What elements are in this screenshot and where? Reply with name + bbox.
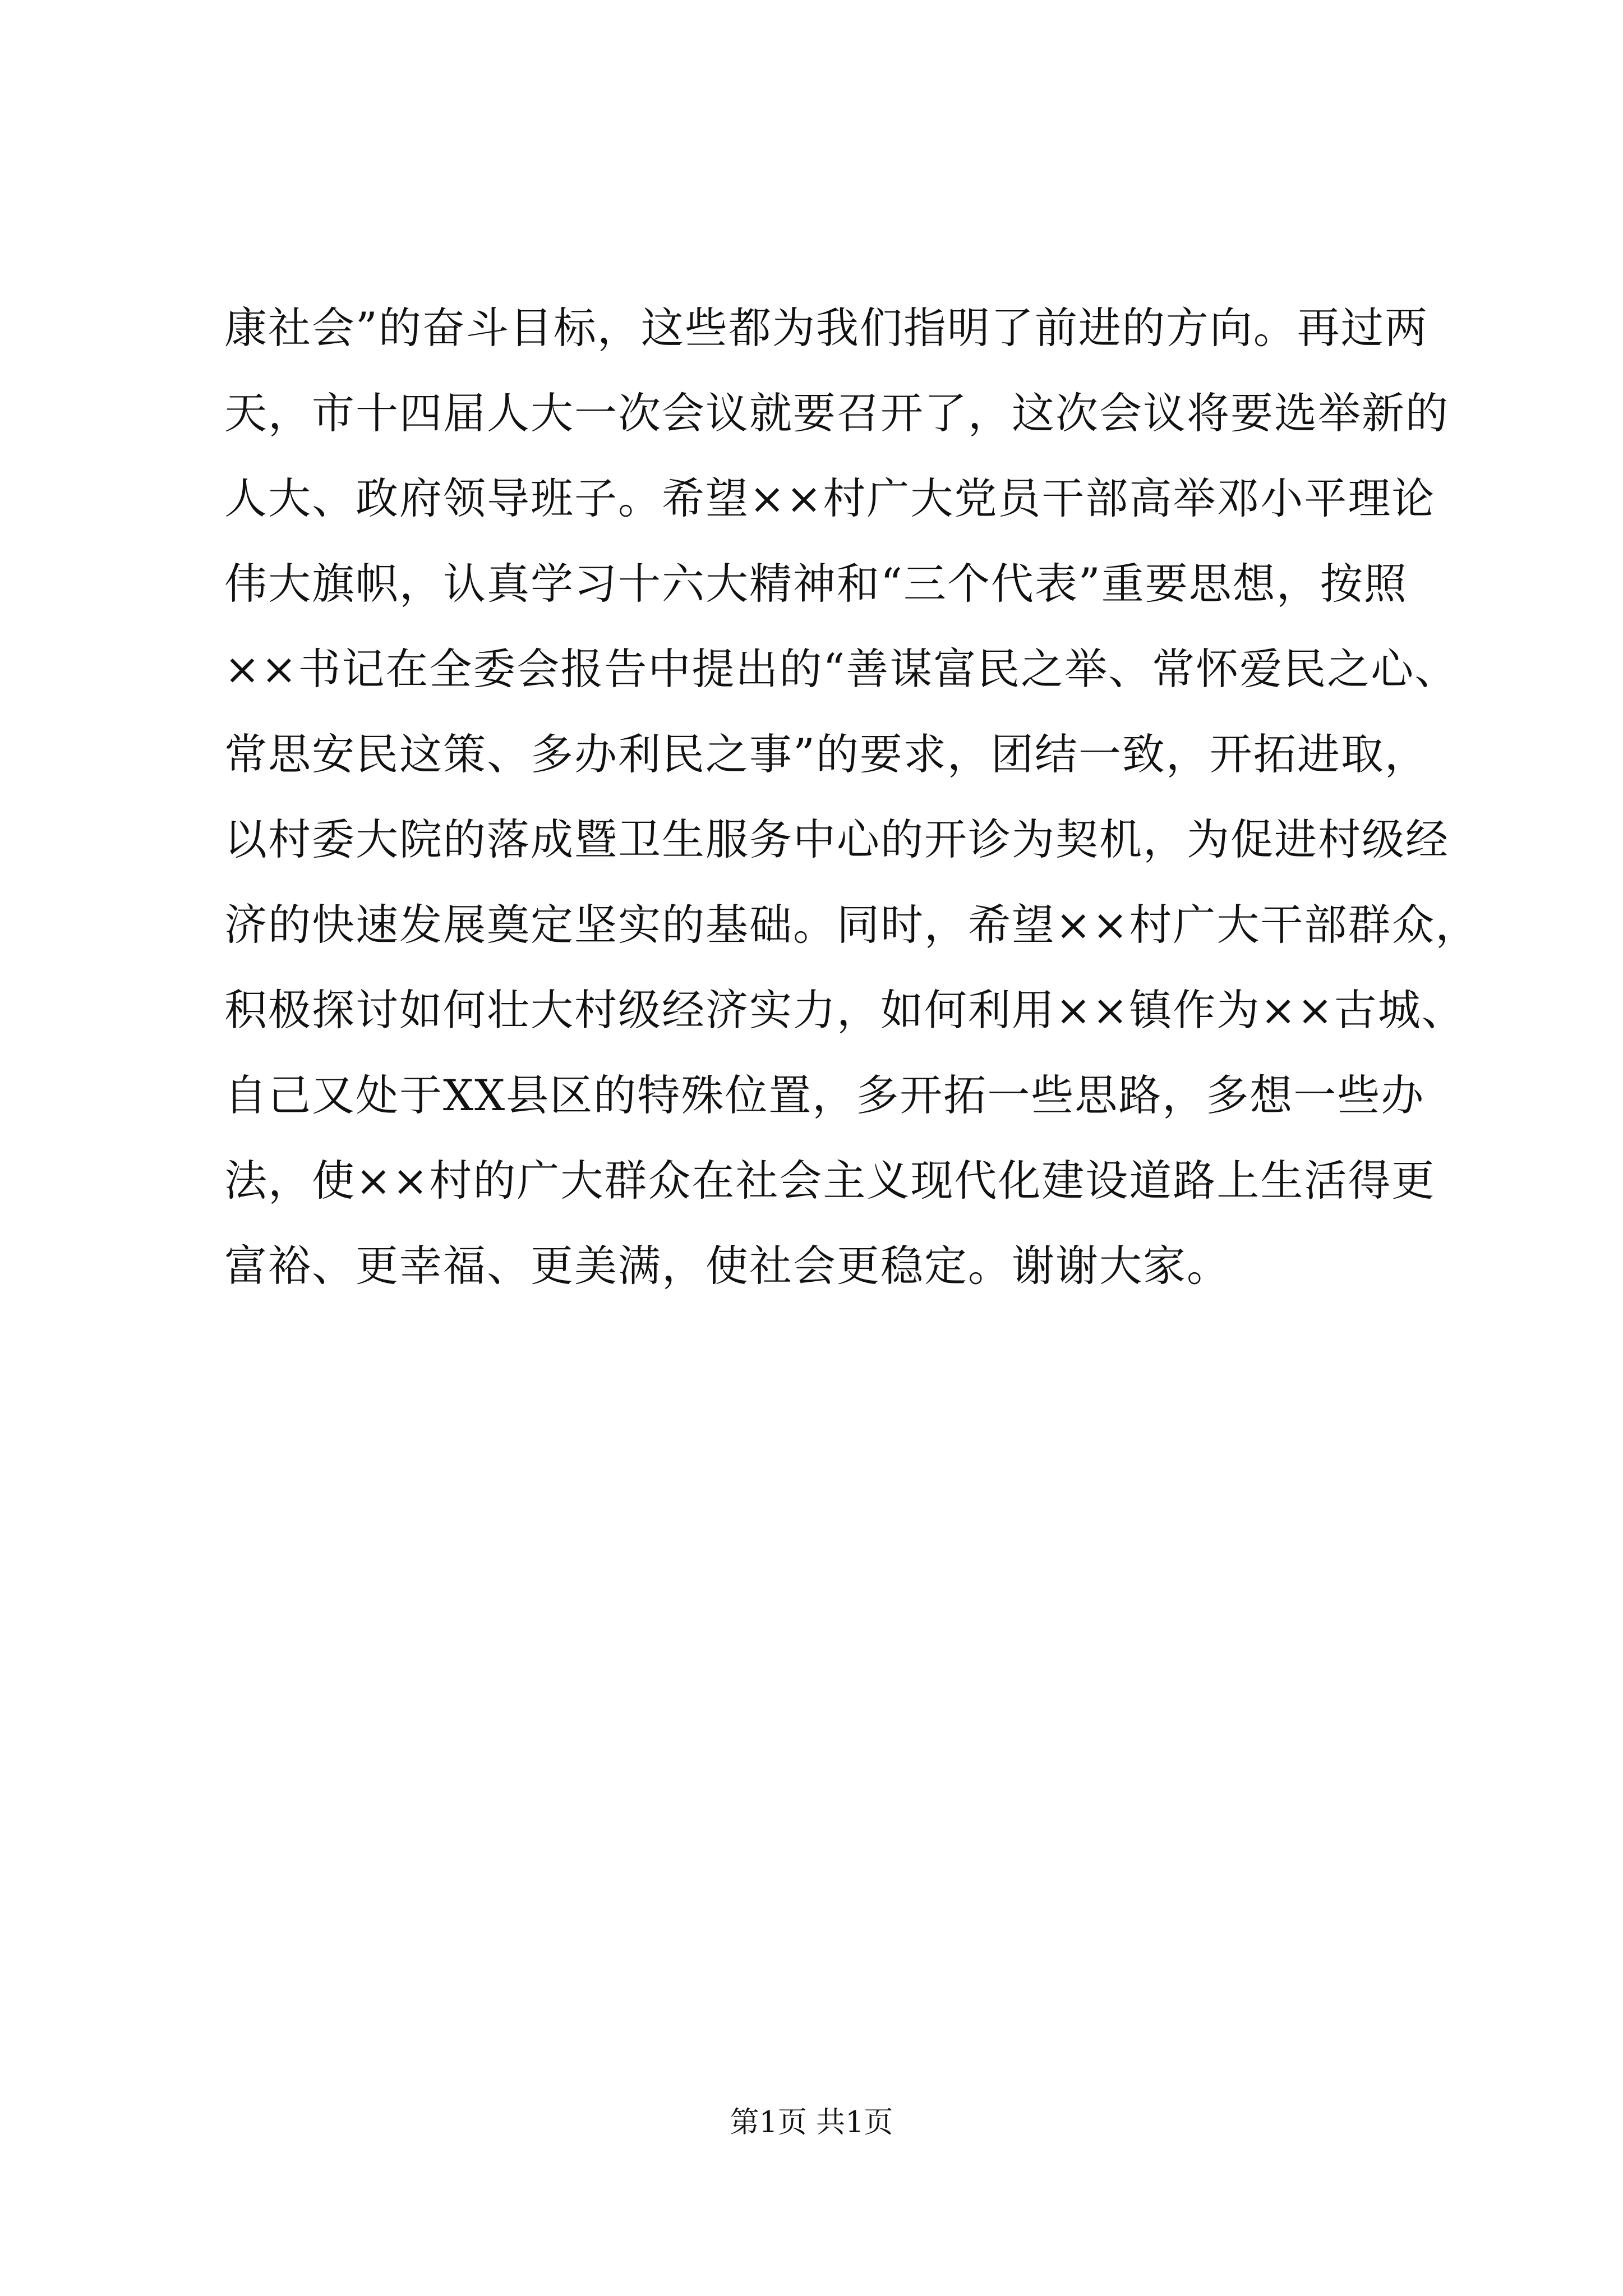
text-line: 富裕、更幸福、更美满，使社会更稳定。谢谢大家。	[224, 1241, 1230, 1291]
text-line: 积极探讨如何壮大村级经济实力，如何利用××镇作为××古城、	[224, 985, 1465, 1035]
text-line: 法，使××村的广大群众在社会主义现代化建设道路上生活得更	[224, 1156, 1436, 1205]
text-line: ××书记在全委会报告中提出的“善谋富民之举、常怀爱民之心、	[224, 644, 1459, 694]
text-line: 常思安民这策、多办利民之事”的要求，团结一致，开拓进取，	[224, 729, 1428, 779]
body-paragraph	[224, 303, 1479, 1326]
text-line: 康社会”的奋斗目标，这些都为我们指明了前进的方向。再过两	[224, 303, 1428, 353]
text-line: 天，市十四届人大一次会议就要召开了，这次会议将要选举新的	[224, 388, 1449, 438]
text-line: 济的快速发展奠定坚实的基础。同时，希望××村广大干部群众，	[224, 900, 1479, 950]
text-line: 以村委大院的落成暨卫生服务中心的开诊为契机，为促进村级经	[224, 815, 1449, 864]
text-line: 自己又处于XX县区的特殊位置，多开拓一些思路，多想一些办	[224, 1070, 1425, 1120]
text-line: 人大、政府领导班子。希望××村广大党员干部高举邓小平理论	[224, 473, 1436, 523]
text-line: 伟大旗帜，认真学习十六大精神和“三个代表”重要思想，按照	[224, 559, 1408, 609]
page-footer: 第1页 共1页	[730, 2106, 893, 2139]
